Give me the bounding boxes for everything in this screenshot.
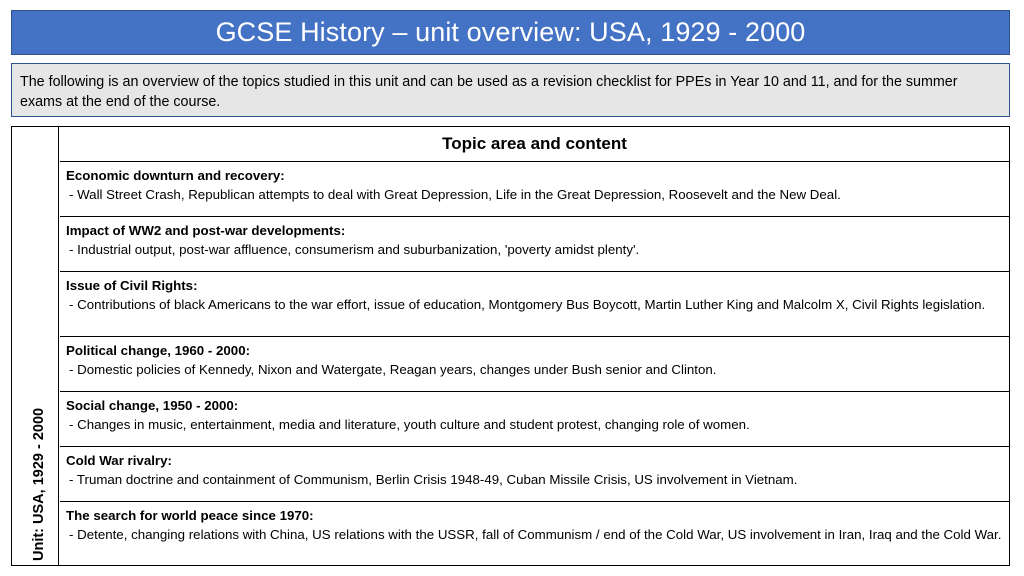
topic-table <box>11 126 1010 566</box>
page-title: GCSE History – unit overview: USA, 1929 - 2000 <box>215 17 806 47</box>
topic-heading: The search for world peace since 1970: <box>66 508 314 523</box>
title-banner <box>11 10 1010 55</box>
topic-heading: Cold War rivalry: <box>66 453 172 468</box>
content-column <box>60 127 1009 565</box>
table-row <box>60 447 1009 502</box>
topic-heading: Social change, 1950 - 2000: <box>66 398 239 413</box>
intro-box <box>11 63 1010 117</box>
table-header-label: Topic area and content <box>442 134 627 153</box>
topic-content: - Truman doctrine and containment of Communism, Berlin Crisis 1948-49, Cuban Missile Crisis, US involvement in Vietnam. <box>69 472 798 487</box>
topic-content: - Contributions of black Americans to the war effort, issue of education, Montgomery Bus Boycott, Martin Luther King and Malcolm X, Civil Rights legislation. <box>69 297 986 312</box>
topic-heading: Political change, 1960 - 2000: <box>66 343 251 358</box>
unit-column <box>12 127 59 565</box>
table-row <box>60 162 1009 217</box>
topic-content: - Domestic policies of Kennedy, Nixon and Watergate, Reagan years, changes under Bush senior and Clinton. <box>69 362 717 377</box>
intro-text: The following is an overview of the topics studied in this unit and can be used as a revision checklist for PPEs in Year 10 and 11, and for the summer exams at the end of the course. <box>20 74 958 110</box>
topic-heading: Issue of Civil Rights: <box>66 278 198 293</box>
topic-heading: Economic downturn and recovery: <box>66 168 285 183</box>
table-row <box>60 392 1009 447</box>
topic-content: - Wall Street Crash, Republican attempts to deal with Great Depression, Life in the Great Depression, Roosevelt and the New Deal. <box>69 187 841 202</box>
table-header <box>60 127 1009 162</box>
table-row <box>60 217 1009 272</box>
topic-heading: Impact of WW2 and post-war developments: <box>66 223 346 238</box>
topic-content: - Industrial output, post-war affluence, consumerism and suburbanization, 'poverty amidst plenty'. <box>69 242 640 257</box>
table-row <box>60 272 1009 337</box>
table-row <box>60 337 1009 392</box>
table-row <box>60 502 1009 565</box>
unit-label: Unit: USA, 1929 - 2000 <box>31 407 47 561</box>
topic-content: - Changes in music, entertainment, media and literature, youth culture and student protest, changing role of women. <box>69 417 750 432</box>
topic-content: - Detente, changing relations with China, US relations with the USSR, fall of Communism / end of the Cold War, US involvement in Iran, Iraq and the Cold War. <box>69 527 1002 542</box>
